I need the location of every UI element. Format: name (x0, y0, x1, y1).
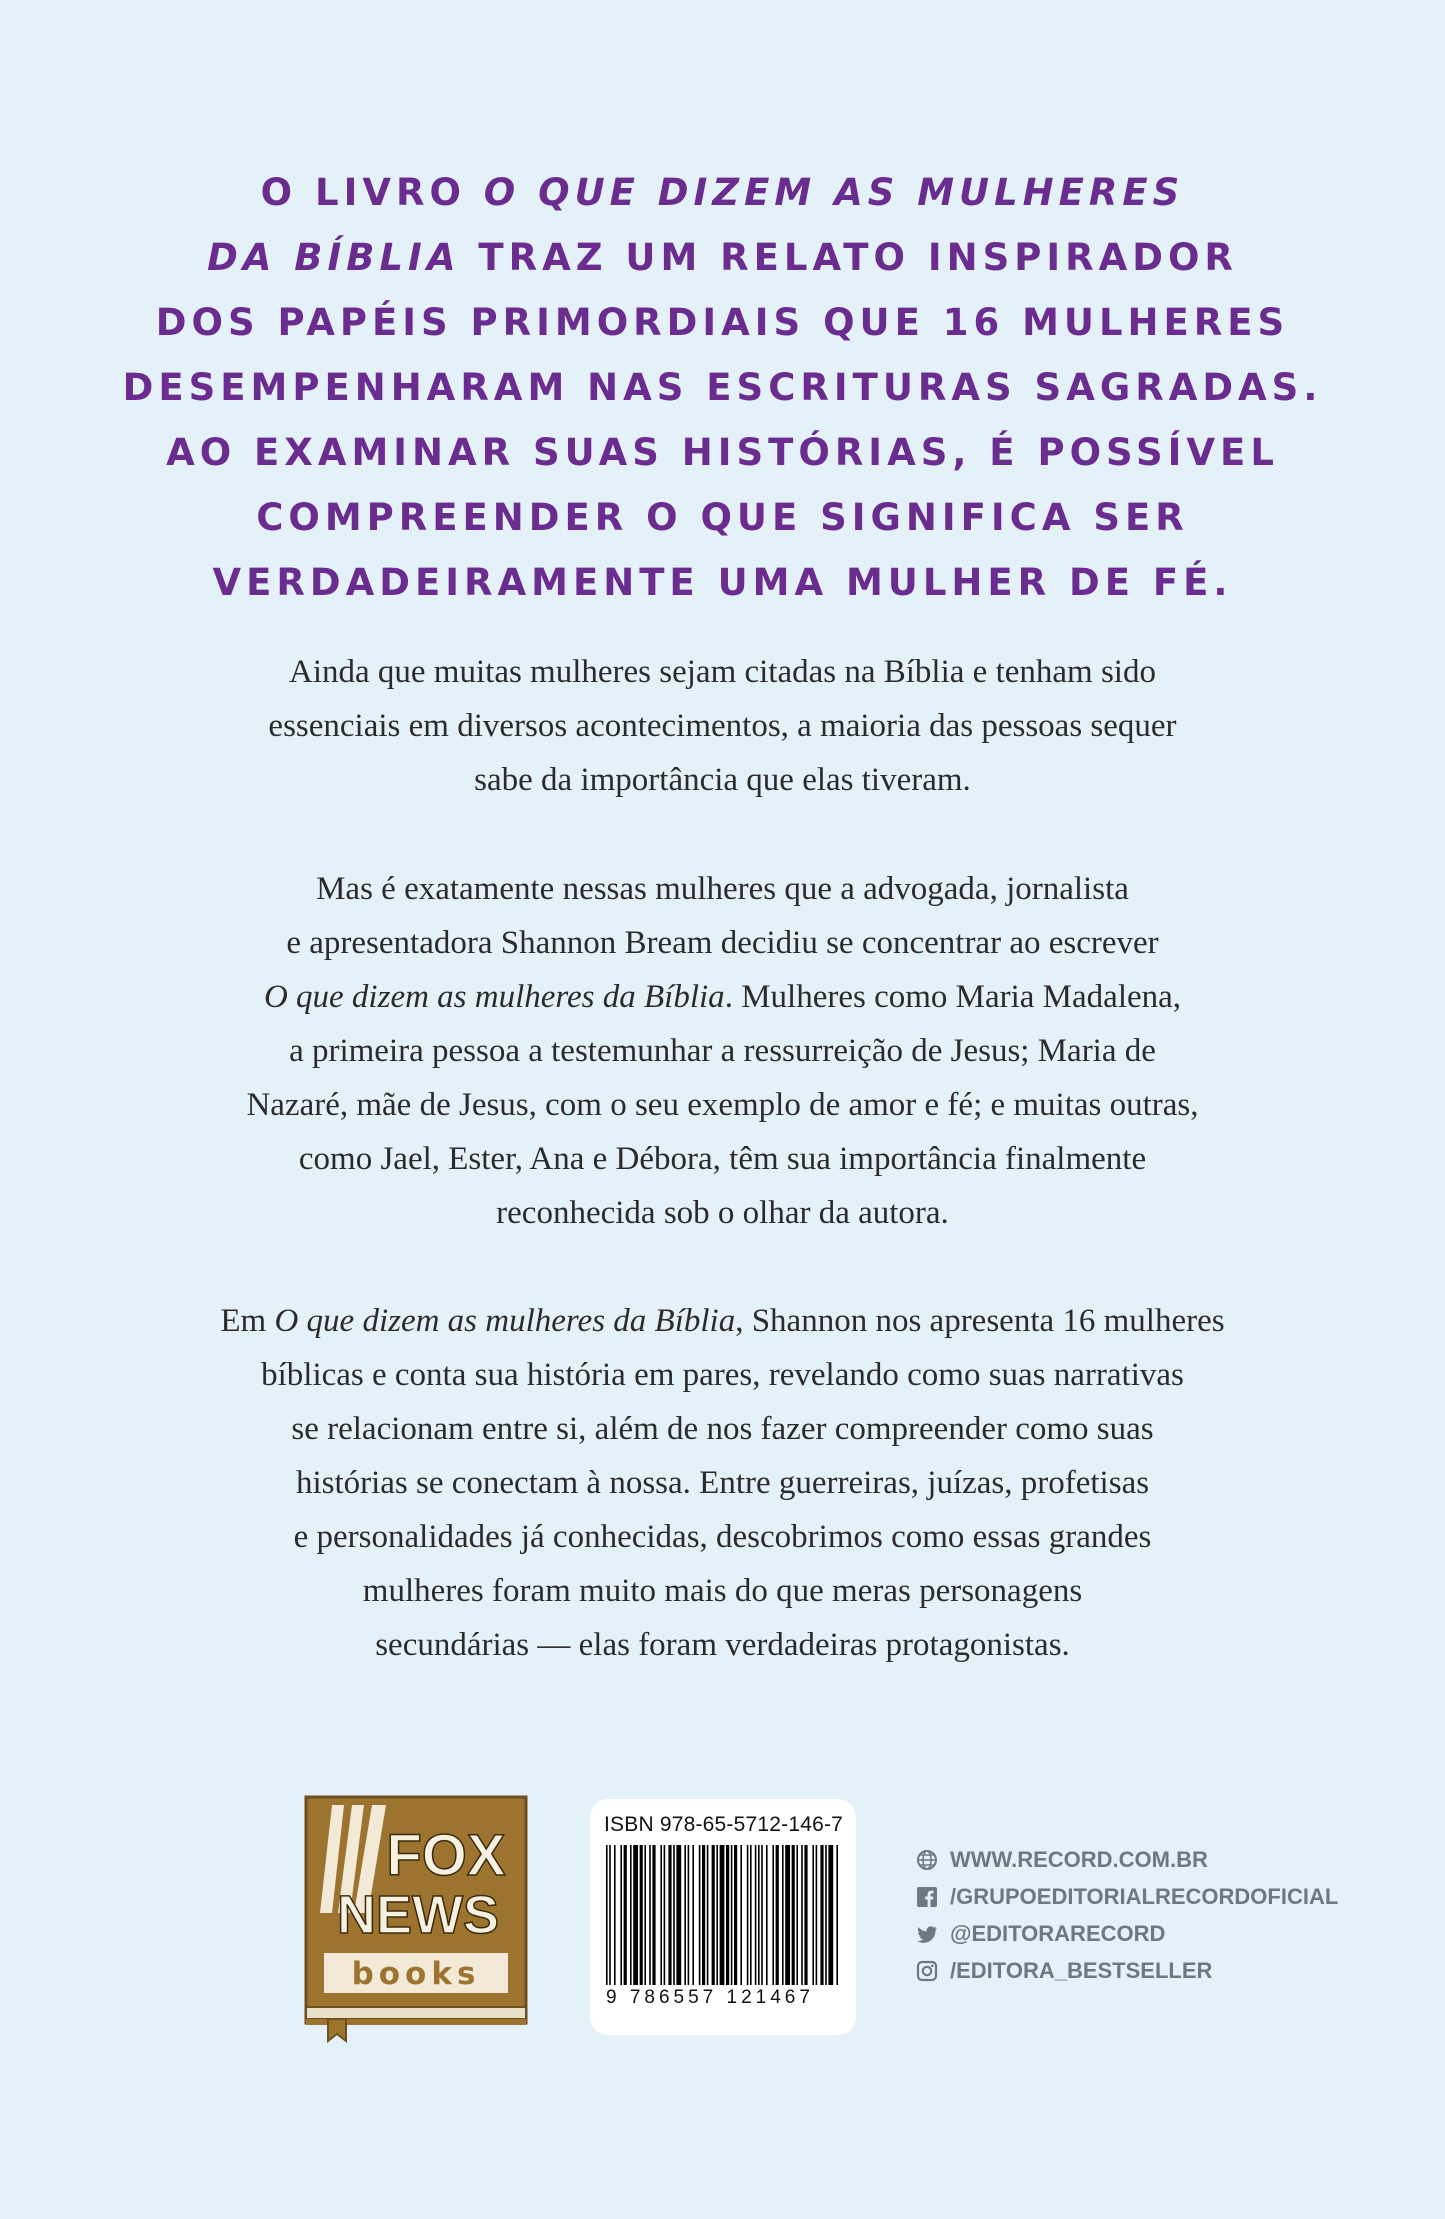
headline-line-2: DA BÍBLIA TRAZ UM RELATO INSPIRADOR (207, 236, 1238, 279)
barcode-bars (604, 1845, 842, 1985)
contact-instagram-text: /EDITORA_BESTSELLER (950, 1957, 1213, 1983)
instagram-icon (916, 1960, 938, 1982)
book-title-italic: DA BÍBLIA (207, 236, 461, 279)
barcode-bar (761, 1845, 763, 1985)
paragraph-line: Nazaré, mãe de Jesus, com o seu exemplo de amor e fé; e muitas outras, (246, 1087, 1199, 1123)
isbn-number: ISBN 978-65-5712-146-7 (604, 1813, 844, 1836)
paragraph-line: sabe da importância que elas tiveram. (474, 762, 971, 798)
back-cover-headline (0, 160, 1445, 615)
headline-line-5: AO EXAMINAR SUAS HISTÓRIAS, É POSSÍVEL (166, 431, 1279, 474)
paragraph-author (0, 862, 1445, 1240)
contact-facebook[interactable] (916, 1878, 1338, 1915)
barcode-bar (816, 1845, 818, 1985)
globe-icon (916, 1849, 938, 1871)
contact-website-text: WWW.RECORD.COM.BR (950, 1846, 1208, 1872)
barcode-bar (836, 1845, 838, 1985)
barcode-bar (734, 1845, 737, 1985)
paragraph-line: Em O que dizem as mulheres da Bíblia, Shannon nos apresenta 16 mulheres (220, 1303, 1225, 1339)
contact-website[interactable] (916, 1841, 1338, 1878)
paragraph-intro (0, 645, 1445, 807)
paragraph-line: essenciais em diversos acontecimentos, a maioria das pessoas sequer (268, 708, 1177, 744)
barcode-bar (801, 1845, 803, 1985)
isbn-barcode (590, 1799, 856, 2035)
paragraph-line: histórias se conectam à nossa. Entre guerreiras, juízas, profetisas (295, 1465, 1150, 1501)
barcode-bar (731, 1845, 733, 1985)
barcode-bar (692, 1845, 694, 1985)
barcode-bar (644, 1845, 646, 1985)
headline-line-3: DOS PAPÉIS PRIMORDIAIS QUE 16 MULHERES (155, 301, 1290, 344)
barcode-bar (673, 1845, 675, 1985)
barcode-bar (707, 1845, 709, 1985)
logo-word-fox: FOX (386, 1823, 506, 1888)
contact-instagram[interactable] (916, 1952, 1338, 1989)
barcode-bar (792, 1845, 795, 1985)
paragraph-line: e personalidades já conhecidas, descobrimos como essas grandes (293, 1519, 1152, 1555)
contact-twitter[interactable] (916, 1915, 1338, 1952)
publisher-contacts (916, 1841, 1338, 1989)
barcode-bar (684, 1845, 686, 1985)
barcode-bar (664, 1845, 666, 1985)
logo-word-books: books (351, 1956, 481, 1992)
barcode-bar (652, 1845, 655, 1985)
barcode-bar (702, 1845, 705, 1985)
paragraph-line: reconhecida sob o olhar da autora. (496, 1195, 949, 1231)
barcode-bar (614, 1845, 616, 1985)
contact-facebook-text: /GRUPOEDITORIALRECORDOFICIAL (950, 1883, 1339, 1909)
book-title-italic: O que dizem as mulheres da Bíblia (263, 979, 725, 1015)
twitter-icon (916, 1923, 938, 1945)
barcode-bar (633, 1845, 638, 1985)
barcode-bar (688, 1845, 690, 1985)
barcode-bar (712, 1845, 715, 1985)
barcode-bar (676, 1845, 681, 1985)
barcode-bar (747, 1845, 749, 1985)
barcode-bar (649, 1845, 651, 1985)
paragraph-line: O que dizem as mulheres da Bíblia. Mulheres como Maria Madalena, (263, 979, 1182, 1015)
barcode-bar (825, 1845, 827, 1985)
barcode-bar (812, 1845, 814, 1985)
barcode-bar (804, 1845, 807, 1985)
barcode-bar (609, 1845, 611, 1985)
paragraph-line: Mas é exatamente nessas mulheres que a advogada, jornalista (316, 871, 1129, 907)
contact-twitter-text: @EDITORARECORD (950, 1920, 1166, 1946)
barcode-bar (624, 1845, 627, 1985)
barcode-bar (772, 1845, 774, 1985)
fox-news-books-logo (302, 1793, 530, 2043)
barcode-bar (820, 1845, 823, 1985)
paragraph-line: como Jael, Ester, Ana e Débora, têm sua importância finalmente (298, 1141, 1147, 1177)
paragraph-line: secundárias — elas foram verdadeiras protagonistas. (375, 1627, 1070, 1663)
book-title-italic: O QUE DIZEM AS MULHERES (483, 171, 1185, 214)
barcode-bar (620, 1845, 622, 1985)
paragraph-line: se relacionam entre si, além de nos fazer compreender como suas (291, 1411, 1154, 1447)
paragraph-summary (0, 1294, 1445, 1672)
logo-bookmark (328, 2019, 346, 2041)
paragraph-line: mulheres foram muito mais do que meras personagens (362, 1573, 1083, 1609)
barcode-bar (755, 1845, 757, 1985)
facebook-icon (916, 1886, 938, 1908)
barcode-bar (640, 1845, 643, 1985)
barcode-bar (782, 1845, 784, 1985)
barcode-bar (740, 1845, 742, 1985)
barcode-bar (630, 1845, 632, 1985)
headline-line-7: VERDADEIRAMENTE UMA MULHER DE FÉ. (212, 561, 1233, 604)
barcode-digits: 9 786557 121467 (606, 1987, 814, 2008)
paragraph-line: bíblicas e conta sua história em pares, revelando como suas narrativas (261, 1357, 1184, 1393)
barcode-bar (699, 1845, 701, 1985)
paragraph-line: Ainda que muitas mulheres sejam citadas na Bíblia e tenham sido (289, 654, 1156, 690)
barcode-bar (766, 1845, 768, 1985)
headline-line-4: DESEMPENHARAM NAS ESCRITURAS SAGRADAS. (122, 366, 1323, 409)
barcode-bar (758, 1845, 760, 1985)
barcode-bar (660, 1845, 662, 1985)
headline-line-6: COMPREENDER O QUE SIGNIFICA SER (256, 496, 1189, 539)
barcode-bar (750, 1845, 752, 1985)
paragraph-line: e apresentadora Shannon Bream decidiu se concentrar ao escrever (286, 925, 1159, 961)
barcode-bar (785, 1845, 790, 1985)
barcode-bar (668, 1845, 671, 1985)
book-title-italic: O que dizem as mulheres da Bíblia (274, 1303, 736, 1339)
barcode-bar (776, 1845, 779, 1985)
headline-line-1: O LIVRO O QUE DIZEM AS MULHERES (260, 171, 1185, 214)
barcode-bar (828, 1845, 833, 1985)
barcode-bar (720, 1845, 725, 1985)
barcode-bar (716, 1845, 718, 1985)
barcode-bar (726, 1845, 729, 1985)
barcode-bar (606, 1845, 608, 1985)
logo-word-news: NEWS (337, 1885, 499, 1945)
paragraph-line: a primeira pessoa a testemunhar a ressurreição de Jesus; Maria de (289, 1033, 1156, 1069)
barcode-bar (796, 1845, 798, 1985)
